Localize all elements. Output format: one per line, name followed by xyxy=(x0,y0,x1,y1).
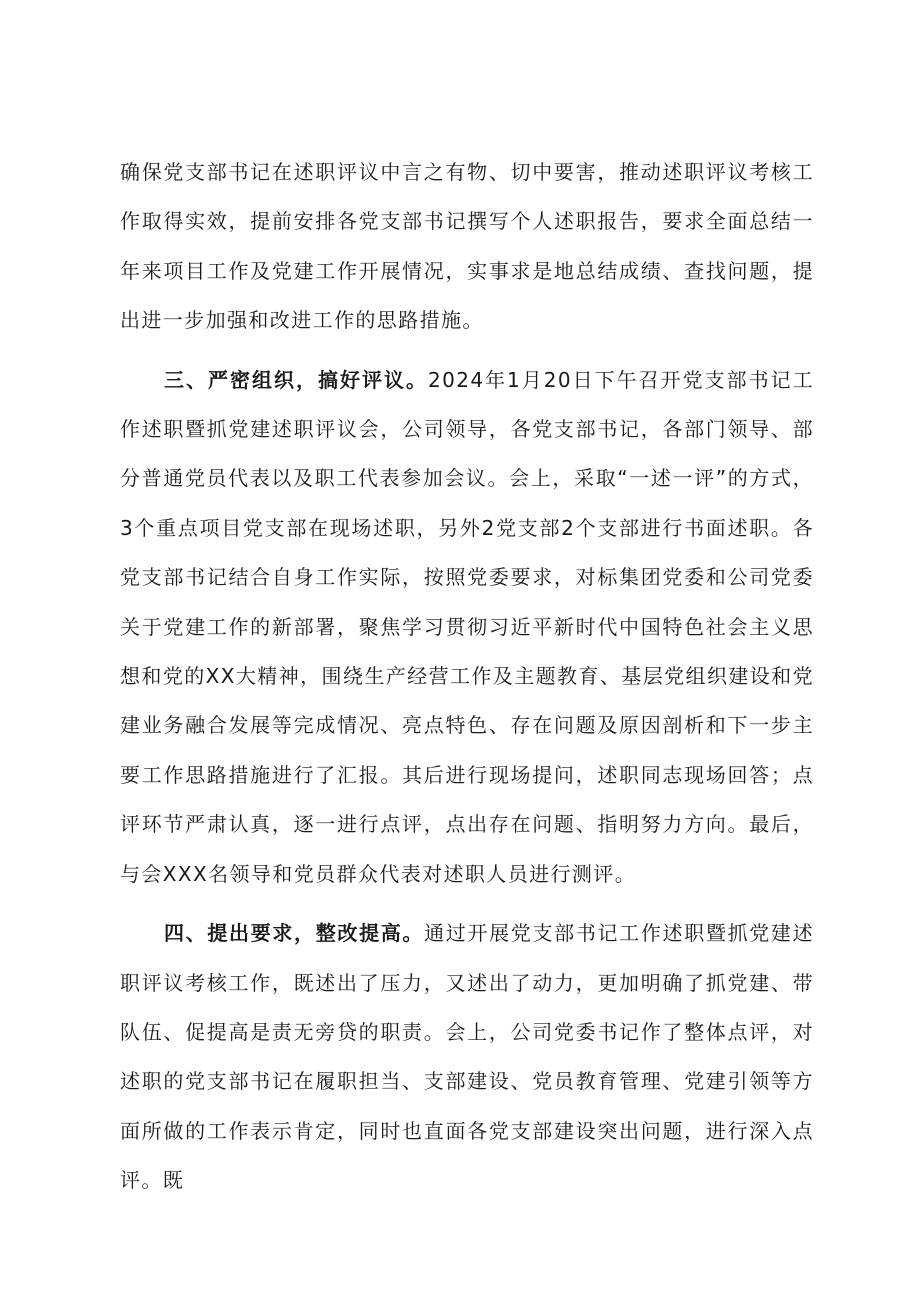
paragraph-section-four xyxy=(120,909,814,1205)
paragraph-text: 通过开展党支部书记工作述职暨抓党建述职评议考核工作，既述出了压力，又述出了动力，更加明确了抓党建、带队伍、促提高是责无旁贷的职责。会上，公司党委书记作了整体点评，对述职的党支部书记在履职担当、支部建设、党员教育管理、党建引领等方面所做的工作表示肯定，同时也直面各党支部建设突出问题，进行深入点评。既 xyxy=(120,921,814,1193)
section-heading: 四、提出要求，整改提高。 xyxy=(164,921,425,946)
paragraph-section-three xyxy=(120,356,814,899)
paragraph-continuation xyxy=(120,148,814,346)
section-heading: 三、严密组织，搞好评议。 xyxy=(164,367,428,392)
paragraph-text: 2024年1月20日下午召开党支部书记工作述职暨抓党建述职评议会，公司领导，各党支部书记，各部门领导、部分普通党员代表以及职工代表参加会议。会上，采取“一述一评”的方式，3个重点项目党支部在现场述职，另外2党支部2个支部进行书面述职。各党支部书记结合自身工作实际，按照党委要求，对标集团党委和公司党委关于党建工作的新部署，聚焦学习贯彻习近平新时代中国特色社会主义思想和党的XX大精神，围绕生产经营工作及主题教育、基层党组织建设和党建业务融合发展等完成情况、亮点特色、存在问题及原因剖析和下一步主要工作思路措施进行了汇报。其后进行现场提问，述职同志现场回答；点评环节严肃认真，逐一进行点评，点出存在问题、指明努力方向。最后，与会XXX名领导和党员群众代表对述职人员进行测评。 xyxy=(120,367,814,886)
document-body xyxy=(120,148,814,1216)
paragraph-text: 确保党支部书记在述职评议中言之有物、切中要害，推动述职评议考核工作取得实效，提前安排各党支部书记撰写个人述职报告，要求全面总结一年来项目工作及党建工作开展情况，实事求是地总结成绩、查找问题，提出进一步加强和改进工作的思路措施。 xyxy=(120,160,814,333)
